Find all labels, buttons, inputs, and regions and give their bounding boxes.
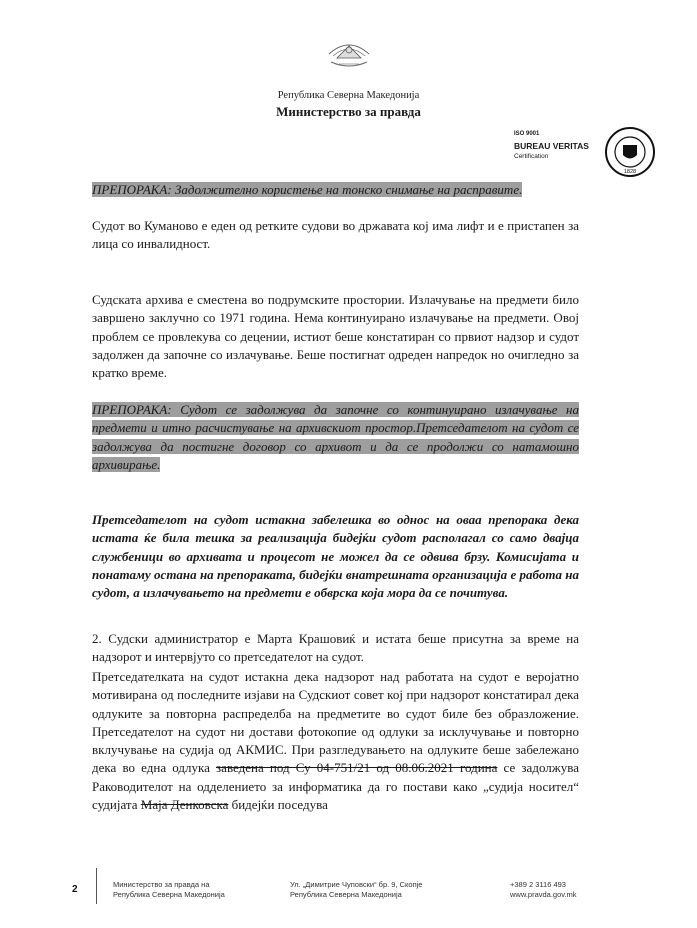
paragraph-archive: Судската архива е сместена во подрумските простории. Излачување на предмети било завршено заклучно со 1971 година. Нема континуирано излачување на предмети. Овој проблем се провлекува со децении, истиот беше констатиран со првиот надзор и судот задолжен да започне со излачување. Беше постигнат одреден напредок но очигледно за кратко време.: [92, 292, 579, 381]
footer-website-link: www.pravda.gov.mk: [510, 890, 577, 899]
seal-year: 1828: [623, 169, 637, 175]
cert-body-label: BUREAU VERITAS: [514, 141, 589, 151]
footer-divider: [96, 868, 97, 904]
footer-address: Ул. „Димитрие Чуповски“ бр. 9, Скопје Република Северна Македонија: [290, 880, 423, 899]
footer-ministry: Министерство за правда на Република Северна Македонија: [113, 880, 225, 899]
paragraph-president-statement: Претседателката на судот истакна дека надзорот над работата на судот е веројатно мотивирана од последните изјави на Судскиот совет кој при надзорот констатирал дека одлуките за повторна распределба на предметите во судот биле без образложение. Претседателот на судот ни достави фотокопие од одлуки за исклучување и повторно вклучување на судија од АКМИС. При разгледувањето на одлуките беше забележано дека во една одлука заведена под Су 04-751/21 од 08.06.2021 година се задолжува Раководителот на одделението за информатика да го постави како „судија носител“ судијата Маја Денковска бидејќи поседува: [92, 669, 579, 813]
certification-badge: [514, 126, 654, 180]
coat-of-arms-icon: [325, 34, 373, 72]
recommendation-2: ПРЕПОРАКА: Судот се задолжува да започне со континуирано излачување на предмети и итно расчистување на архивскиот простор.Претседателот на судот се задолжува да постигне договор со архивот и да се продолжи со натамошно архивирање.: [92, 402, 579, 472]
paragraph-administrator: 2. Судски администратор е Марта Крашовиќ и истата беше присутна за време на надзорот и интервјуто со претседателот на судот.: [92, 631, 579, 665]
paragraph-elevator: Судот во Куманово е еден од ретките судови во државата кој има лифт и е пристапен за лица со инвалидност.: [92, 218, 579, 252]
footer-contact: +389 2 3116 493 www.pravda.gov.mk: [510, 880, 577, 899]
struck-reference: заведена под Су 04-751/21 од 08.06.2021 година: [216, 760, 498, 776]
struck-judge-name: Маја Денковска: [140, 797, 229, 813]
header-ministry: Министерство за правда: [276, 104, 421, 119]
header-country: Република Северна Македонија: [277, 90, 420, 101]
paragraph-president-remark: Претседателот на судот истакна забелешка во однос на оваа препорака дека истата ќе била тешка за реализација бидејќи судот располагал со само двајца службеници во архивата и процесот не можел да се одвива брзу. Комисијата и понатаму остана на препораката, бидејќи внатрешната организација е работа на судот, а излачувањето на предмети е обврска која мора да се почитува.: [92, 512, 579, 601]
cert-label: Certification: [514, 153, 549, 160]
page-number: 2: [72, 884, 78, 895]
recommendation-1: ПРЕПОРАКА: Задолжително користење на тонско снимање на расправите.: [92, 182, 523, 197]
iso-label: ISO 9001: [514, 131, 540, 137]
bureau-veritas-seal-icon: [604, 126, 656, 178]
page-footer: [0, 868, 697, 908]
